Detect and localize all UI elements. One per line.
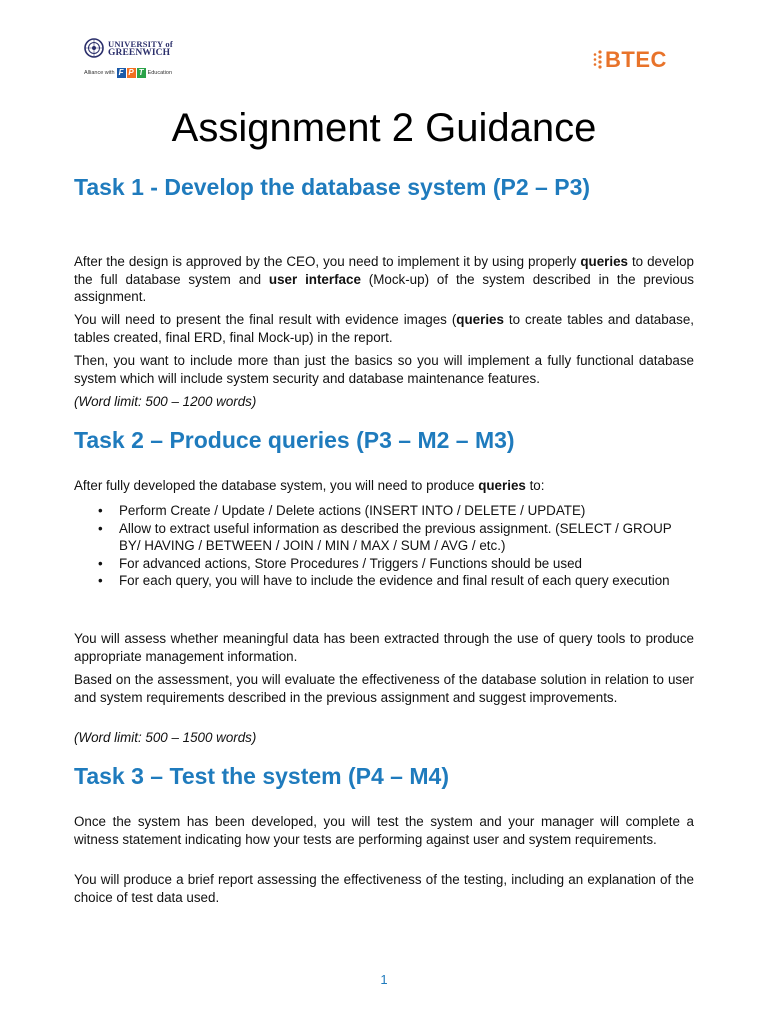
task1-heading: Task 1 - Develop the database system (P2 – P3) [74, 174, 591, 200]
task2-intro: After fully developed the database system, you will need to produce queries to: [74, 478, 545, 493]
list-item: • For advanced actions, Store Procedures / Triggers / Functions should be used [74, 555, 694, 573]
list-item: • Allow to extract useful information as described the previous assignment. (SELECT / GROUP BY/ HAVING / BETWEEN / JOIN / MIN / MAX / SUM / AVG / etc.) [74, 520, 694, 555]
fpt-letter-f: F [117, 68, 126, 78]
task1-word-limit: (Word limit: 500 – 1200 words) [74, 394, 257, 409]
university-name-line1: UNIVERSITY of [108, 39, 173, 49]
task2-paragraph-1: You will assess whether meaningful data has been extracted through the use of query tools to produce appropriate management information. [74, 631, 694, 664]
university-crest-icon [84, 38, 104, 58]
university-name-line2: GREENWICH [108, 48, 171, 58]
task3-paragraph-1: Once the system has been developed, you will test the system and your manager will complete a witness statement indicating how your tests are performing against user and system requirements. [74, 814, 694, 847]
fpt-logo [117, 68, 146, 78]
page-number: 1 [380, 972, 388, 987]
list-item: • Perform Create / Update / Delete actions (INSERT INTO / DELETE / UPDATE) [74, 502, 694, 520]
list-item: • For each query, you will have to include the evidence and final result of each query execution [74, 572, 694, 590]
university-greenwich-logo [84, 38, 204, 84]
btec-dots-icon [591, 49, 603, 71]
fpt-letter-t: T [137, 68, 146, 78]
task1-paragraph-1: After the design is approved by the CEO, you need to implement it by using properly queries to develop the full database system and user interface (Mock-up) of the system described in the previous assignment. [74, 254, 695, 304]
alliance-suffix: Education [147, 70, 173, 76]
task3-heading: Task 3 – Test the system (P4 – M4) [74, 763, 449, 789]
fpt-letter-p: P [128, 68, 134, 77]
btec-logo [591, 46, 667, 74]
task2-bullet-list [74, 502, 694, 590]
task1-paragraph-2: You will need to present the final result with evidence images (queries to create tables and database, tables created, final ERD, final Mock-up) in the report. [74, 312, 694, 345]
document-title: Assignment 2 Guidance [171, 106, 597, 150]
alliance-prefix: Alliance with [84, 70, 115, 76]
task1-paragraph-3: Then, you want to include more than just the basics so you will implement a fully functional database system which will include system security and database maintenance features. [74, 353, 694, 386]
btec-wordmark: BTEC [605, 47, 667, 72]
task2-heading: Task 2 – Produce queries (P3 – M2 – M3) [74, 427, 515, 453]
task2-word-limit: (Word limit: 500 – 1500 words) [74, 730, 257, 745]
task3-paragraph-2: You will produce a brief report assessing the effectiveness of the testing, including an explanation of the choice of test data used. [74, 872, 694, 905]
task2-paragraph-2: Based on the assessment, you will evaluate the effectiveness of the database solution in relation to user and system requirements described in the previous assignment and suggest improvements. [74, 672, 694, 705]
alliance-fpt-line [84, 68, 172, 78]
